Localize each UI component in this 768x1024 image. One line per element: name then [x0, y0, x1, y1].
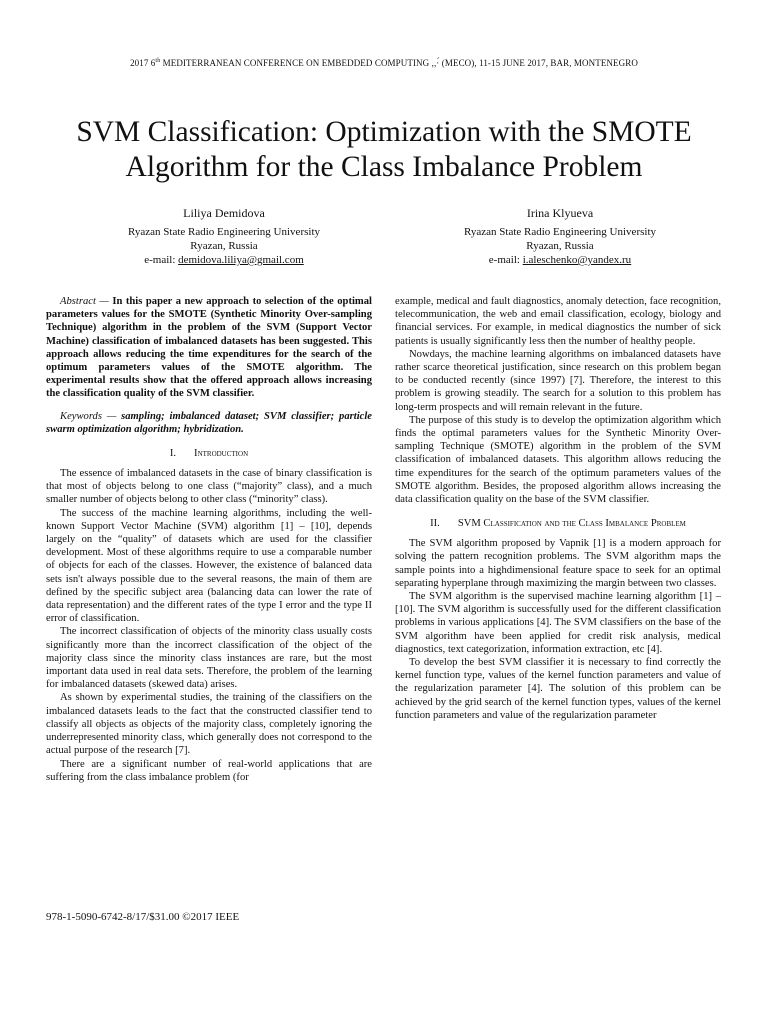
- author-affiliation: Ryazan State Radio Engineering University: [127, 226, 320, 238]
- paper-title: SVM Classification: Optimization with the SMOTE Algorithm for the Class Imbalance Problem: [76, 115, 692, 183]
- keywords-lead: Keywords —: [60, 410, 122, 422]
- paragraph: The purpose of this study is to develop the optimization algorithm which finds the optimal parameters values for the Synthetic Minority Over-sampling Technique (SMOTE) algorithm in the problem of the SVM classification of imbalanced datasets. This algorithm allows reducing the time expenditures for the search of the optimum parameters values of the SMOTE algorithm. Besides, the proposed algorithm allows increasing the data classification quality on the base of the SVM classifier.: [395, 414, 721, 506]
- paragraph-continued: example, medical and fault diagnostics, anomaly detection, face recognition, telecommunication, the web and email classification, ecology, biology and financial services. For example, in medical diagnostics the number of sick patients is usually significantly less then the number of healthy people.: [395, 296, 721, 347]
- email-label: e-mail:: [144, 254, 179, 266]
- paragraph: Nowdays, the machine learning algorithms on imbalanced datasets have rather scarce theoretical justification, since research on this problem began to be conducted recently (since 1997) [7]. Therefore, the interest to this problem is growing steadily. The search for a solution to this problem has long-term prospects and will remain relevant in the future.: [395, 348, 721, 413]
- author-affiliation: Ryazan State Radio Engineering University: [463, 226, 656, 238]
- conference-name: MEDITERRANEAN CONFERENCE ON EMBEDDED COMPUTING: [160, 58, 432, 68]
- section-number: II.: [430, 518, 440, 530]
- author-location: Ryazan, Russia: [190, 240, 258, 252]
- paragraph: The SVM algorithm proposed by Vapnik [1] is a modern approach for solving the pattern recognition problems. The SVM algorithm maps the sample points into a highdimensional feature space to seek for an optimal separating hyperplane through maximizing the margin between two classes.: [395, 538, 721, 589]
- right-column: [395, 295, 721, 722]
- author-email-line: [74, 253, 374, 267]
- keywords-text: sampling; imbalanced dataset; SVM classifier; particle swarm optimization algorithm; hybridization.: [46, 410, 372, 435]
- conference-ordinal-suffix: th: [155, 58, 161, 64]
- author-location: Ryazan, Russia: [526, 240, 594, 252]
- author-block-2: [410, 206, 710, 267]
- paragraph: The success of the machine learning algorithms, including the well-known Support Vector Machine (SVM) algorithm [1] – [10], depends largely on the “quality” of datasets which are used for the classifier development. Most of these algorithms require to use a comparable number of objects for each of the classes. However, the existence of balanced data sets isn't always possible due to the several reasons, the main of them are defined by the specific subject area (balancing data can lower the rate of data representation) and the different rates of the type I error and the type II error of classification.: [46, 507, 372, 625]
- author-email-link[interactable]: demidova.liliya@gmail.com: [178, 254, 304, 266]
- paragraph: To develop the best SVM classifier it is necessary to find correctly the kernel function type, values of the kernel function parameters and value of the regularization parameter [4]. The solution of this problem can be achieved by the grid search of the kernel function types, values of the kernel function parameters and value of the regularization parameter: [395, 657, 721, 721]
- conference-details: (MECO), 11-15 JUNE 2017, BAR, MONTENEGRO: [439, 58, 638, 68]
- conference-prefix: 2017 6: [130, 58, 156, 68]
- abstract-lead: Abstract —: [60, 296, 113, 307]
- copyright-footer: 978-1-5090-6742-8/17/$31.00 ©2017 IEEE: [46, 911, 240, 923]
- left-column: [46, 295, 372, 784]
- author-email-link[interactable]: i.aleschenko@yandex.ru: [522, 254, 632, 266]
- paragraph: The essence of imbalanced datasets in the case of binary classification is that most of objects belong to one class (“majority” class), and a much smaller number of objects belong to other class (“minority” class).: [46, 468, 372, 506]
- section-heading-introduction: [46, 447, 372, 460]
- abstract-text: In this paper a new approach to selection of the optimal parameters values for the SMOTE (Synthetic Minority Over-sampling Technique) algorithm in the problem of the SVM (Support Vector Machine) classification of imbalanced datasets has been suggested. This approach allows reducing the time expenditures for the search of the optimum parameters values of the SMOTE algorithm. The experimental results show that the offered approach allows increasing the classification quality of the SVM classifier.: [46, 296, 372, 400]
- paragraph: There are a significant number of real-world applications that are suffering from the class imbalance problem (for: [46, 758, 372, 783]
- section-number: I.: [169, 448, 177, 460]
- paragraph: As shown by experimental studies, the training of the classifiers on the imbalanced datasets leads to the fact that the constructed classifier tend to classify all objects as objects of the majority class, completely ignoring the underrepresented minority class, which generally does not correspond to the actual purpose of the research [7].: [46, 692, 372, 757]
- conference-header: [0, 58, 768, 68]
- section-heading-svm-classification: [395, 517, 721, 530]
- email-label: e-mail:: [488, 254, 523, 266]
- paragraph: The incorrect classification of objects of the minority class usually costs significantly more than the incorrect classification of the object of the majority class since the minority class instances are rare, but the most important data used in real data sets. Therefore, the problem of the learning for imbalanced datasets (skewed data) arises.: [46, 626, 372, 691]
- author-name: Liliya Demidova: [183, 206, 265, 220]
- section-title: Introduction: [194, 448, 249, 460]
- author-name: Irina Klyueva: [526, 206, 594, 220]
- keywords: [46, 410, 372, 436]
- abstract: [46, 295, 372, 401]
- paragraph: The SVM algorithm is the supervised machine learning algorithm [1] – [10]. The SVM algorithm is successfully used for the different classification problems in various applications [4]. The SVM classifiers on the base of the SVM algorithm have been applied for credit risk analysis, medical diagnostics, text categorization, information extraction, etc [4].: [395, 591, 721, 655]
- author-block-1: [74, 206, 374, 267]
- section-title: SVM Classification and the Class Imbalance Problem: [457, 518, 686, 530]
- conference-mark: ,,·́: [431, 58, 440, 68]
- author-email-line: [410, 253, 710, 267]
